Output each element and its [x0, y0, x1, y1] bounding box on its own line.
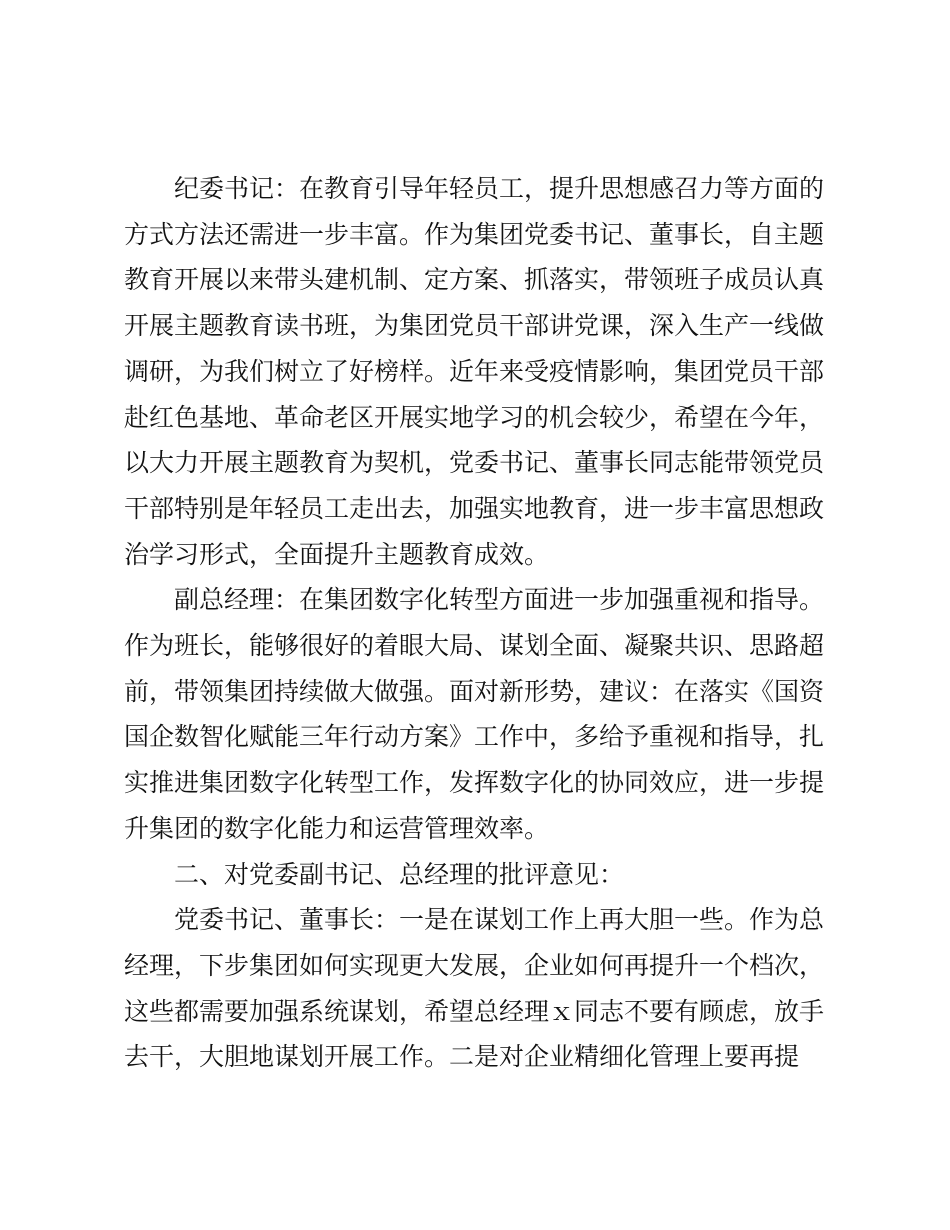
section-heading-criticism: 二、对党委副书记、总经理的批评意见：: [174, 859, 625, 889]
paragraph-deputy-general-manager: 副总经理：在集团数字化转型方面进一步加强重视和指导。作为班长，能够很好的着眼大局、谋划全面、凝聚共识、思路超前，带领集团持续做大做强。面对新形势，建议：在落实《国资国企数智化赋能三年行动方案》工作中，多给予重视和指导，扎实推进集团数字化转型工作，发挥数字化的协同效应，进一步提升集团的数字化能力和运营管理效率。: [124, 585, 825, 843]
document-body: [124, 166, 824, 1080]
paragraph-discipline-secretary: 纪委书记：在教育引导年轻员工，提升思想感召力等方面的方式方法还需进一步丰富。作为集团党委书记、董事长，自主题教育开展以来带头建机制、定方案、抓落实，带领班子成员认真开展主题教育读书班，为集团党员干部讲党课，深入生产一线做调研，为我们树立了好榜样。近年来受疫情影响，集团党员干部赴红色基地、革命老区开展实地学习的机会较少，希望在今年，以大力开展主题教育为契机，党委书记、董事长同志能带领党员干部特别是年轻员工走出去，加强实地教育，进一步丰富思想政治学习形式，全面提升主题教育成效。: [124, 174, 825, 569]
paragraph-party-secretary-chairman: 党委书记、董事长：一是在谋划工作上再大胆一些。作为总经理，下步集团如何实现更大发展，企业如何再提升一个档次，这些都需要加强系统谋划，希望总经理ｘ同志不要有顾虑，放手去干，大胆地谋划开展工作。二是对企业精细化管理上要再提: [124, 905, 825, 1072]
